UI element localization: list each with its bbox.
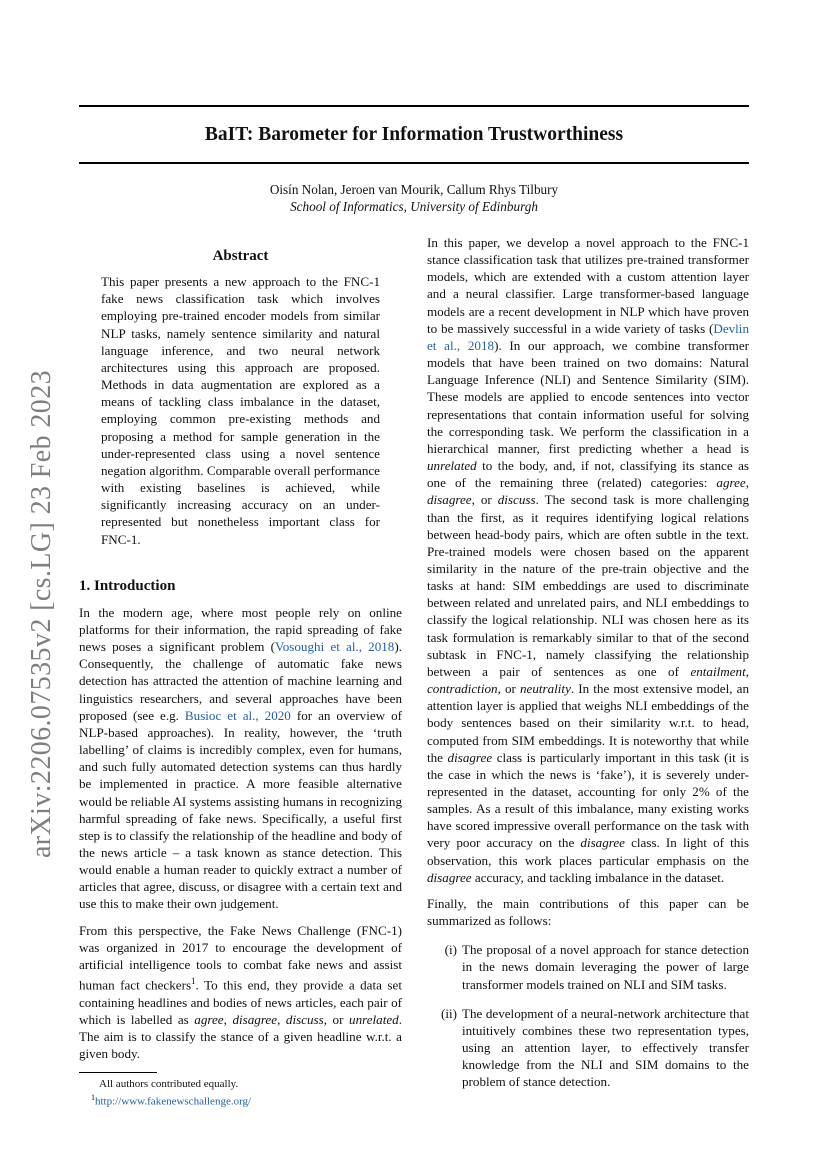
intro-paragraph-3: In this paper, we develop a novel approach to the FNC-1 stance classification task that utilizes pre-trained transformer models, which are extended with a custom attention layer and a neural classifier. Large transformer-based language models are a recent development in NLP which have proven to be massively successful in a wide variety of tasks (Devlin et al., 2018). In our approach, we combine transformer models that have been trained on two domains: Natural Language Inference (NLI) and Sentence Similarity (SIM). These models are applied to encode sentences into vector representations that contain information useful for solving the corresponding task. We perform the classification in a hierarchical manner, first predicting whether a head is unrelated to the body, and, if not, classifying its stance as one of the remaining three (related) categories: agree, disagree, or discuss. The second task is more challenging than the first, as it requires identifying logical relations between head-body pairs, which are often subtle in the text. Pre-trained models were chosen based on the apparent similarity in the nature of the pre-train objective and the tasks at hand: SIM embeddings are used to discriminate between related and unrelated pairs, and NLI embeddings to classify the logical relationship. NLI was chosen here as its task formulation is remarkably similar to that of the second subtask in FNC-1, namely classifying the relationship between a pair of sentences as one of entailment, contradiction, or neutrality. In the most extensive model, an attention layer is applied that weighs NLI embeddings of the body sentences based on their similarity w.r.t. to head, computed from SIM embeddings. It is noteworthy that while the disagree class is particularly important in this task (it is the case in which the news is ‘fake’), it is severely under-represented in the dataset, accounting for only 2% of the samples. As a result of this imbalance, many existing works have scored impressive overall performance on the task with very poor accuracy on the disagree class. In light of this observation, this work places particular emphasis on the disagree accuracy, and tackling imbalance in the dataset. bbox=[427, 235, 749, 885]
author-names: Oisín Nolan, Jeroen van Mourik, Callum Rhys Tilbury bbox=[269, 182, 559, 197]
affiliation: School of Informatics, University of Edinburgh bbox=[290, 199, 538, 214]
list-item-text: The development of a neural-network architecture that intuitively combines these two representation types, using an attention layer, to effectively transfer knowledge from the NLI and SIM domains to the problem of stance detection. bbox=[462, 1005, 749, 1090]
top-rule bbox=[79, 105, 749, 107]
author-block bbox=[79, 181, 749, 215]
paper-title: BaIT: Barometer for Information Trustworthiness bbox=[204, 124, 624, 145]
abstract-heading: Abstract bbox=[212, 248, 269, 264]
list-item-text: The proposal of a novel approach for stance detection in the news domain leveraging the power of large transformer models trained on NLI and SIM tasks. bbox=[462, 942, 749, 992]
right-column bbox=[427, 234, 749, 1103]
abstract-text: This paper presents a new approach to the FNC-1 fake news classification task which involves employing pre-trained encoder models from similar NLP tasks, namely sentence similarity and natural language inference, and two neural network architectures using this approach are proposed. Methods in data augmentation are explored as a means of tackling class imbalance in the dataset, employing common pre-existing methods and proposing a method for sample generation in the under-represented class using a novel sentence negation algorithm. Comparable overall performance with existing baselines is achieved, while significantly increasing accuracy on an under-represented but nonetheless important class for FNC-1. bbox=[101, 274, 380, 547]
arxiv-stamp: arXiv:2206.07535v2 [cs.LG] 23 Feb 2023 bbox=[26, 369, 57, 859]
footnote-equal-contribution: All authors contributed equally. bbox=[99, 1078, 239, 1091]
footnote-url-link[interactable]: http://www.fakenewschallenge.org/ bbox=[95, 1095, 252, 1108]
contributions-list bbox=[427, 941, 749, 1090]
intro-paragraph-2: From this perspective, the Fake News Challenge (FNC-1) was organized in 2017 to encourage the development of artificial intelligence tools to combat fake news and assist human fact checkers$^1$. To this end, they provide a data set containing headlines and bodies of news articles, each pair of which is labelled as agree, disagree, discuss, or unrelated. The aim is to classify the stance of a given headline w.r.t. a given body. bbox=[79, 922, 403, 1062]
intro-paragraph-1: In the modern age, where most people rely on online platforms for their information, the rapid spreading of fake news poses a significant problem (Vosoughi et al., 2018). Consequently, the challenge of automatic fake news detection has attracted the attention of machine learning and linguistics researchers, and several approaches have been proposed (see e.g. Busioc et al., 2020 for an overview of NLP-based approaches). In reality, however, the ‘truth labelling’ of claims is incredibly complex, even for humans, and such fully automated detection systems can thus hardly be implemented in practice. A more feasible alternative would be reliable AI systems assisting humans in recognizing harmful spreading of fake news. Specifically, a useful first step is to classify the relationship of the headline and body of the news article – a task known as stance detection. This would enable a human reader to quickly extract a number of articles that agree, discuss, or disagree with a certain text and use this to make their own judgement. bbox=[79, 604, 403, 912]
citation-link[interactable]: Devlin et al., 2018 bbox=[427, 320, 749, 353]
citation-link[interactable]: Vosoughi et al., 2018 bbox=[274, 639, 395, 655]
left-column bbox=[79, 246, 402, 1109]
title-bottom-rule bbox=[79, 162, 749, 164]
footnote-marker[interactable]: 1 bbox=[191, 976, 196, 987]
footnote-divider bbox=[79, 1072, 157, 1073]
list-item bbox=[427, 1005, 749, 1091]
list-item-number: (ii) bbox=[441, 1005, 457, 1021]
citation-link[interactable]: Busioc et al., 2020 bbox=[184, 707, 291, 723]
contributions-intro: Finally, the main contributions of this paper can be summarized as follows: bbox=[427, 895, 749, 929]
list-item-number: (i) bbox=[444, 942, 457, 958]
list-item bbox=[427, 941, 749, 992]
section-heading-introduction: 1. Introduction bbox=[79, 577, 176, 594]
footnote-1: $^1$http://www.fakenewschallenge.org/ bbox=[91, 1093, 252, 1108]
